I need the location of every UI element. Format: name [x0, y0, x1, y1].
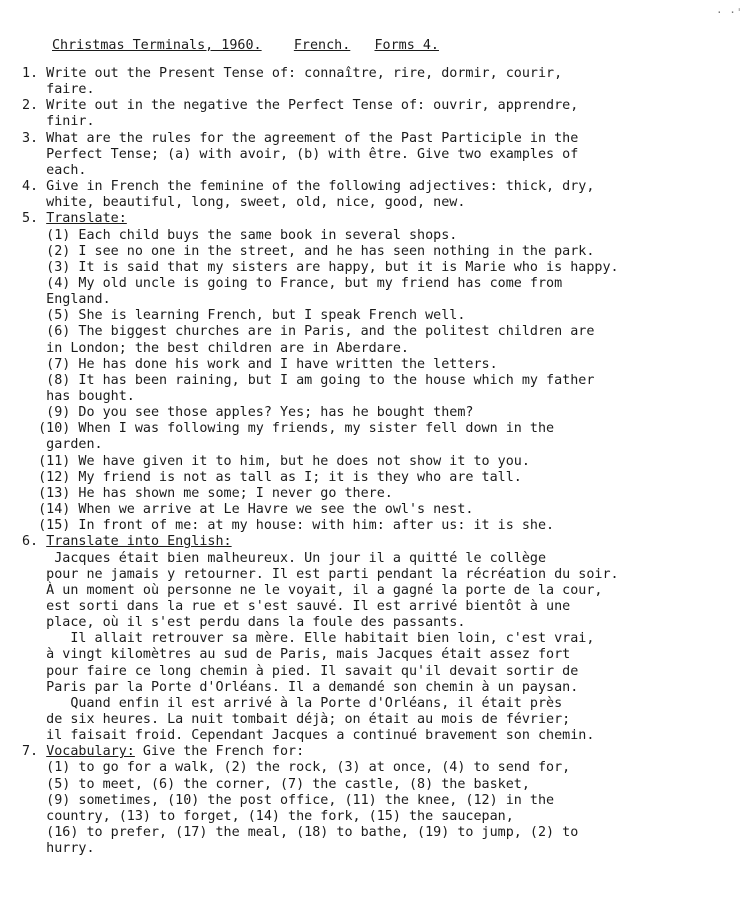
- section-heading: Translate into English:: [46, 534, 232, 550]
- header-title: Christmas Terminals, 1960.: [52, 38, 262, 53]
- text-line: each.: [22, 162, 87, 178]
- text-line: (5) She is learning French, but I speak French well.: [22, 308, 466, 324]
- section-heading: Vocabulary:: [46, 744, 135, 760]
- text-line: (12) My friend is not as tall as I; it is they who are tall.: [22, 469, 522, 485]
- text-line: à vingt kilomètres au sud de Paris, mais Jacques était assez fort: [22, 647, 571, 663]
- text-line: pour ne jamais y retourner. Il est parti pendant la récréation du soir.: [22, 566, 619, 582]
- header-forms: Forms 4.: [374, 38, 439, 53]
- text-line: de six heures. La nuit tombait déjà; on était au mois de février;: [22, 712, 571, 727]
- text-line: il faisait froid. Cependant Jacques a continué bravement son chemin.: [22, 728, 595, 744]
- text-line: (3) It is said that my sisters are happy, but it is Marie who is happy.: [22, 259, 619, 275]
- section-heading: Translate:: [46, 211, 127, 227]
- text-line: 1. Write out the Present Tense of: connaître, rire, dormir, courir,: [22, 66, 563, 81]
- text-line: 4. Give in French the feminine of the following adjectives: thick, dry,: [22, 179, 595, 195]
- text-line: in London; the best children are in Aberdare.: [22, 340, 409, 356]
- text-line: pour faire ce long chemin à pied. Il savait qu'il devait sortir de: [22, 663, 579, 679]
- text-line: (6) The biggest churches are in Paris, and the politest children are: [22, 324, 595, 340]
- text-line: Il allait retrouver sa mère. Elle habitait bien loin, c'est vrai,: [22, 631, 595, 647]
- corner-marks: · ·ˈ: [716, 6, 743, 19]
- paper-header: [52, 38, 439, 54]
- text-line: (13) He has shown me some; I never go there.: [22, 485, 393, 501]
- text-line: country, (13) to forget, (14) the fork, (15) the saucepan,: [22, 808, 514, 824]
- text-line: (1) Each child buys the same book in several shops.: [22, 227, 458, 243]
- text-line: 3. What are the rules for the agreement of the Past Participle in the: [22, 130, 579, 146]
- text-line: (9) Do you see those apples? Yes; has he bought them?: [22, 405, 474, 421]
- text-line: 5. Translate:: [22, 211, 127, 227]
- text-line: (1) to go for a walk, (2) the rock, (3) at once, (4) to send for,: [22, 760, 571, 776]
- text-line: (11) We have given it to him, but he does not show it to you.: [22, 453, 530, 469]
- text-line: (10) When I was following my friends, my sister fell down in the: [22, 421, 555, 437]
- header-subject: French.: [293, 38, 351, 53]
- text-line: 2. Write out in the negative the Perfect Tense of: ouvrir, apprendre,: [22, 98, 579, 114]
- text-line: Quand enfin il est arrivé à la Porte d'Orléans, il était près: [22, 695, 563, 711]
- text-line: (4) My old uncle is going to France, but my friend has come from: [22, 275, 563, 291]
- text-line: Perfect Tense; (a) with avoir, (b) with être. Give two examples of: [22, 146, 579, 162]
- text-line: faire.: [22, 82, 95, 98]
- text-line: (5) to meet, (6) the corner, (7) the castle, (8) the basket,: [22, 776, 530, 792]
- text-line: est sorti dans la rue et s'est sauvé. Il est arrivé bientôt à une: [22, 598, 571, 614]
- text-line: garden.: [22, 437, 103, 453]
- text-line: finir.: [22, 114, 95, 130]
- text-line: has bought.: [22, 389, 135, 404]
- text-line: (7) He has done his work and I have written the letters.: [22, 356, 498, 372]
- text-line: place, où il s'est perdu dans la foule des passants.: [22, 615, 466, 631]
- text-line: (2) I see no one in the street, and he has seen nothing in the park.: [22, 243, 595, 259]
- text-line: white, beautiful, long, sweet, old, nice, good, new.: [22, 195, 466, 211]
- text-line: (8) It has been raining, but I am going to the house which my father: [22, 372, 595, 388]
- text-line: England.: [22, 292, 111, 308]
- text-line: Paris par la Porte d'Orléans. Il a demandé son chemin à un paysan.: [22, 679, 579, 695]
- text-line: À un moment où personne ne le voyait, il a gagné la porte de la cour,: [22, 582, 603, 598]
- text-line: (14) When we arrive at Le Havre we see the owl's nest.: [22, 502, 474, 518]
- text-line: (16) to prefer, (17) the meal, (18) to bathe, (19) to jump, (2) to: [22, 825, 579, 841]
- text-line: (15) In front of me: at my house: with him: after us: it is she.: [22, 518, 555, 534]
- text-line: hurry.: [22, 841, 95, 857]
- text-line: (9) sometimes, (10) the post office, (11) the knee, (12) in the: [22, 792, 555, 808]
- text-line: 6. Translate into English:: [22, 534, 232, 550]
- text-line: 7. Vocabulary: Give the French for:: [22, 744, 305, 760]
- text-line: Jacques était bien malheureux. Un jour il a quitté le collège: [22, 550, 547, 566]
